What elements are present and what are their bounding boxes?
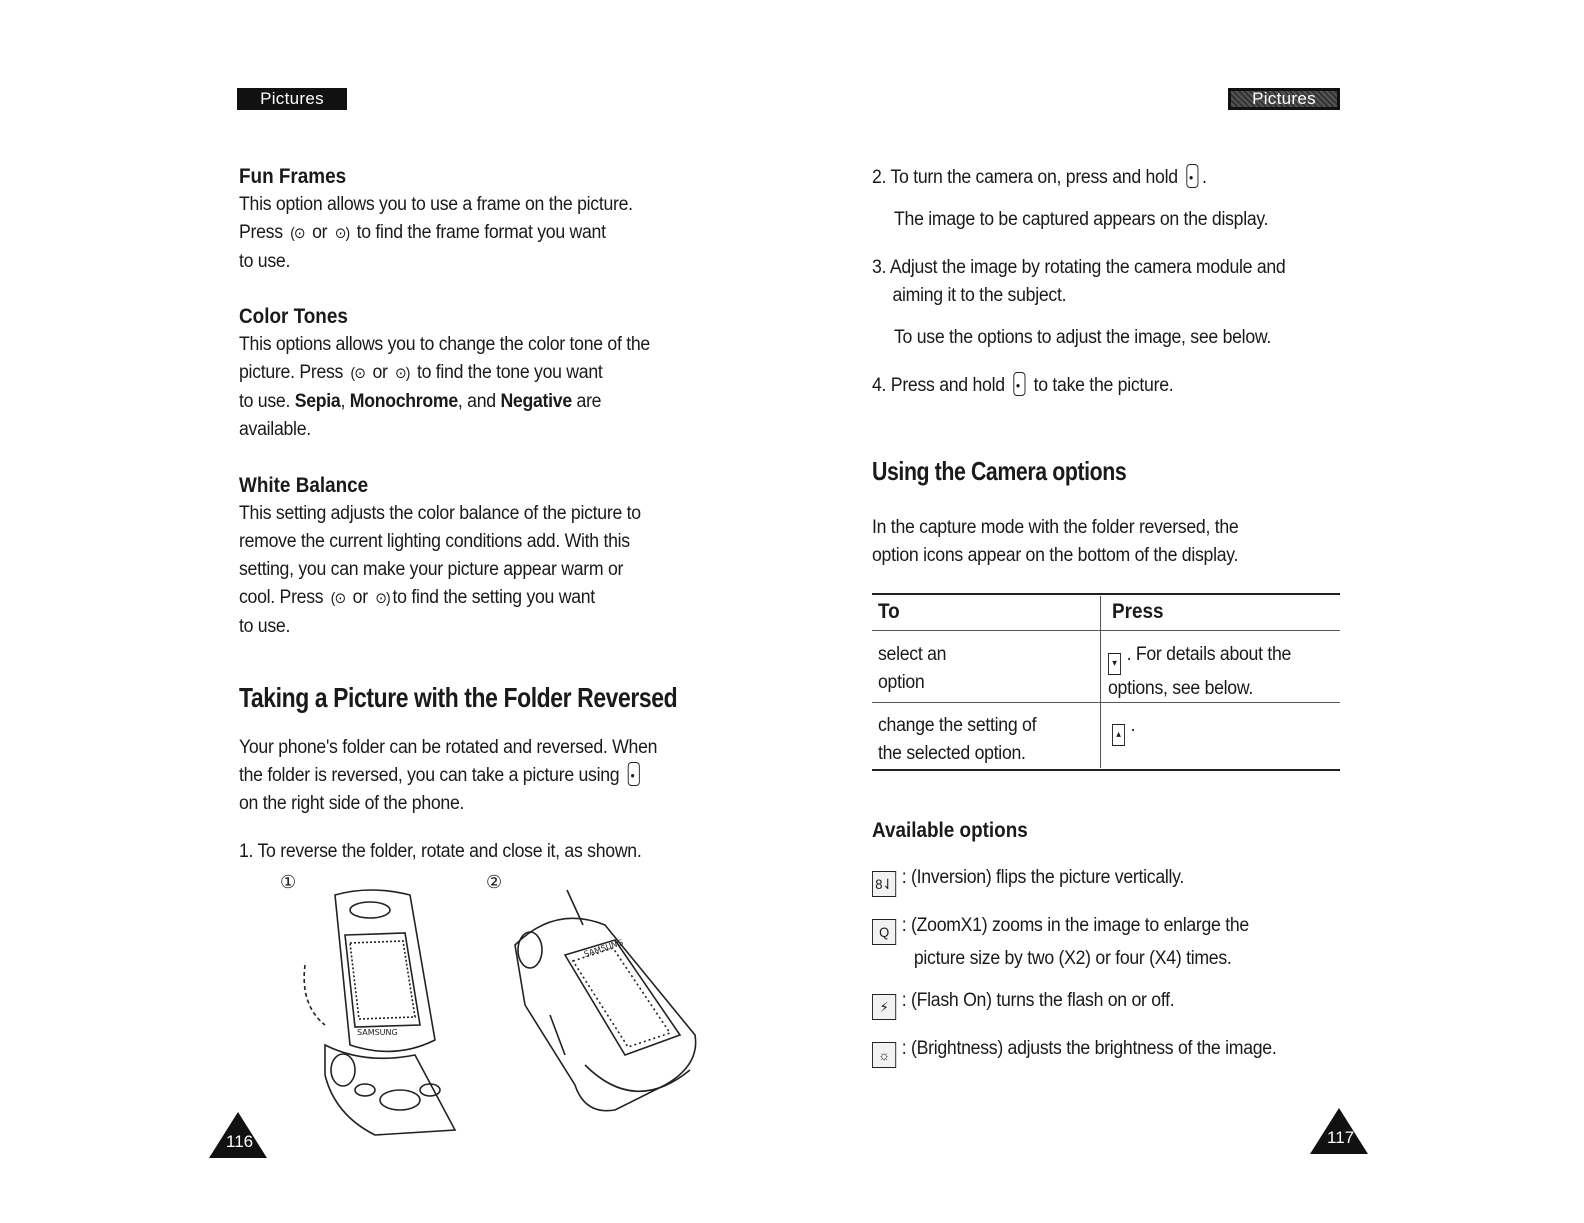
table-header-to: To: [878, 600, 900, 623]
fun-frames-text: This option allows you to use a frame on the picture. Press (⊙ or ⊙) to find the frame format you want to use.: [239, 194, 633, 272]
step-3-note: To use the options to adjust the image, see below.: [894, 327, 1272, 348]
phone-rotating-illustration: [295, 885, 475, 1140]
option-zoom: Q : (ZoomX1) zooms in the image to enlarge the picture size by two (X2) or four (X4) times.: [872, 912, 1356, 973]
folder-reversed-heading: Taking a Picture with the Folder Reversed: [239, 682, 678, 713]
fun-frames-title: Fun Frames: [239, 165, 347, 188]
left-nav-key-icon: (⊙: [350, 365, 366, 382]
step-2-note: The image to be captured appears on the display.: [894, 209, 1269, 230]
step-3: 3. Adjust the image by rotating the camera module and aiming it to the subject.: [872, 257, 1286, 306]
figure-label-2: ②: [486, 872, 503, 892]
table-row1-press: ▾ . For details about the options, see below.: [1108, 644, 1292, 699]
table-column-divider: [1100, 596, 1101, 768]
table-header-rule: [872, 630, 1340, 631]
white-balance-text: This setting adjusts the color balance of the picture to remove the current lighting conditions add. With this setting, you can make your picture appear warm or cool. Press (⊙ or ⊙) to find the setting you want to use.: [239, 503, 641, 637]
camera-key-icon: [1013, 372, 1025, 396]
camera-key-icon: [1186, 164, 1198, 188]
table-bottom-rule: [872, 769, 1340, 771]
up-key-icon: ▴: [1112, 724, 1125, 746]
table-row2-to: change the setting of the selected option.: [878, 715, 1037, 764]
right-nav-key-icon: ⊙): [334, 225, 350, 242]
step-4: 4. Press and hold • to take the picture.: [872, 372, 1356, 400]
option-inversion: 8⇃ : (Inversion) flips the picture vertically.: [872, 864, 1356, 897]
page-number-right: 117: [1310, 1108, 1368, 1154]
camera-options-heading: Using the Camera options: [872, 456, 1127, 486]
brightness-icon: ☼: [872, 1042, 896, 1068]
option-flash: ⚡ : (Flash On) turns the flash on or off.: [872, 987, 1356, 1020]
option-brightness: ☼ : (Brightness) adjusts the brightness of the image.: [872, 1035, 1356, 1068]
svg-text:SAMSUNG: SAMSUNG: [582, 937, 625, 959]
step-2: 2. To turn the camera on, press and hold • .: [872, 164, 1356, 192]
step-1: 1. To reverse the folder, rotate and close it, as shown.: [239, 841, 642, 862]
svg-text:SAMSUNG: SAMSUNG: [357, 1028, 398, 1037]
color-tones-text: This options allows you to change the color tone of the picture. Press (⊙ or ⊙) to find the tone you want to use. Sepia, Monochrome, and Negative are available.: [239, 334, 650, 440]
zoom-icon: Q: [872, 919, 896, 945]
page-number-left: 116: [209, 1112, 267, 1158]
left-nav-key-icon: (⊙: [290, 225, 305, 242]
inversion-icon: 8⇃: [872, 871, 896, 897]
right-nav-key-icon: ⊙): [395, 365, 410, 382]
table-row-rule: [872, 702, 1340, 703]
table-top-rule: [872, 593, 1340, 595]
camera-options-intro: In the capture mode with the folder reversed, the option icons appear on the bottom of the display.: [872, 517, 1239, 566]
phone-reversed-illustration: [495, 885, 705, 1120]
figure-label-1: ①: [280, 872, 297, 892]
table-row2-press: ▴ .: [1112, 712, 1135, 746]
white-balance-title: White Balance: [239, 474, 369, 497]
flash-icon: ⚡: [872, 994, 896, 1020]
down-key-icon: ▾: [1108, 653, 1121, 675]
left-nav-key-icon: (⊙: [330, 590, 346, 607]
header-tag-left: Pictures: [237, 88, 347, 110]
color-tones-title: Color Tones: [239, 305, 348, 328]
available-options-title: Available options: [872, 819, 1028, 842]
camera-key-icon: [628, 762, 640, 786]
table-header-press: Press: [1112, 600, 1164, 623]
folder-reversed-intro: Your phone's folder can be rotated and reversed. When the folder is reversed, you can take a picture using • on the right side of the phone.: [239, 734, 723, 818]
right-nav-key-icon: ⊙): [375, 590, 390, 607]
table-row1-to: select an option: [878, 644, 947, 693]
header-tag-right: Pictures: [1228, 88, 1340, 110]
